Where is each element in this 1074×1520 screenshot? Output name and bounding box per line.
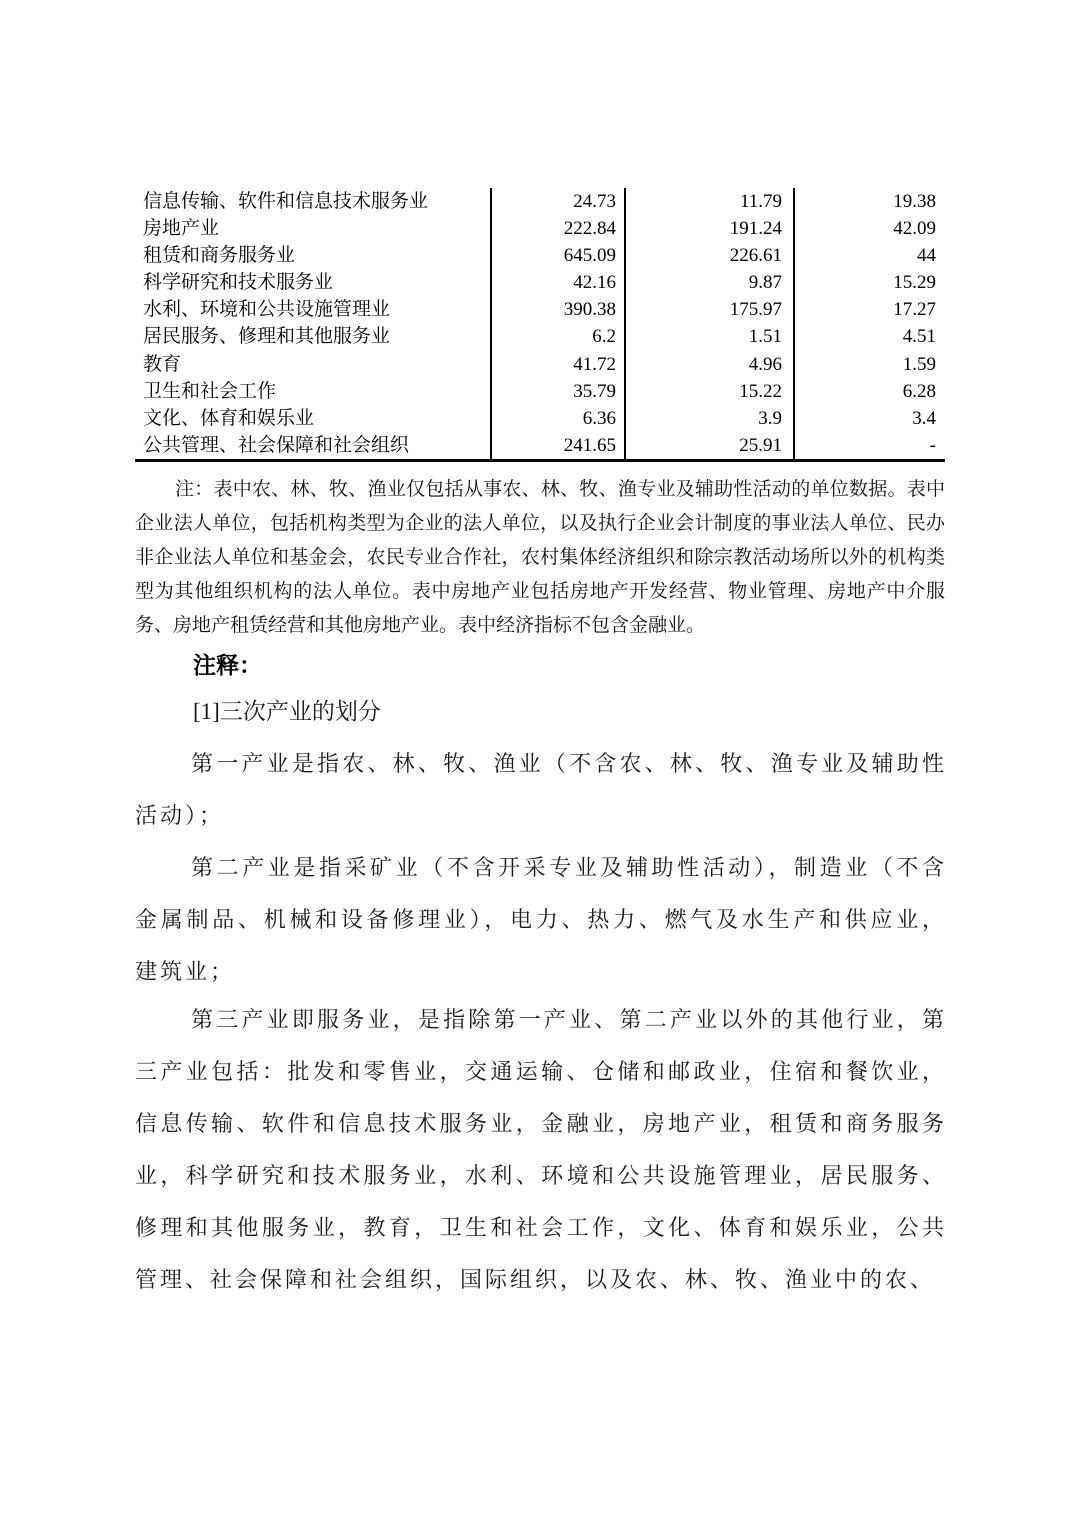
- value-col2: 25.91: [624, 432, 793, 459]
- value-col1: 241.65: [490, 432, 624, 459]
- value-col1: 6.36: [490, 405, 624, 432]
- value-col3: 1.59: [793, 351, 945, 378]
- row-label: 水利、环境和公共设施管理业: [143, 299, 391, 321]
- value-col3: -: [793, 432, 945, 459]
- value-col2: 226.61: [624, 242, 793, 269]
- value-col2: 15.22: [624, 378, 793, 405]
- value-col2: 11.79: [624, 188, 793, 215]
- row-label: 文化、体育和娱乐业: [143, 407, 315, 429]
- value-col3: 3.4: [793, 405, 945, 432]
- value-col3: 6.28: [793, 378, 945, 405]
- paragraph-tertiary-industry: 第三产业即服务业，是指除第一产业、第二产业以外的其他行业，第三产业包括：批发和零售业，交通运输、仓储和邮政业，住宿和餐饮业，信息传输、软件和信息技术服务业，金融业，房地产业，租赁和商务服务业，科学研究和技术服务业，水利、环境和公共设施管理业，居民服务、修理和其他服务业，教育，卫生和社会工作，文化、体育和娱乐业，公共管理、社会保障和社会组织，国际组织，以及农、林、牧、渔业中的农、: [135, 1007, 947, 1292]
- table-row: [135, 405, 945, 432]
- value-col1: 6.2: [490, 323, 624, 350]
- value-col3: 4.51: [793, 323, 945, 350]
- table-row: [135, 188, 945, 215]
- table-row: [135, 378, 945, 405]
- table-row: [135, 242, 945, 269]
- value-col1: 24.73: [490, 188, 624, 215]
- value-col1: 390.38: [490, 296, 624, 323]
- value-col2: 4.96: [624, 351, 793, 378]
- value-col3: 17.27: [793, 296, 945, 323]
- paragraph-secondary-industry: 第二产业是指采矿业（不含开采专业及辅助性活动），制造业（不含金属制品、机械和设备修理业），电力、热力、燃气及水生产和供应业，建筑业；: [135, 855, 947, 984]
- row-label: 信息传输、软件和信息技术服务业: [143, 191, 429, 212]
- value-col3: 44: [793, 242, 945, 269]
- row-label: 租赁和商务服务业: [143, 245, 296, 267]
- industry-statistics-table: [135, 188, 945, 462]
- paragraph-primary-industry: 第一产业是指农、林、牧、渔业（不含农、林、牧、渔专业及辅助性活动）；: [135, 751, 947, 828]
- table-row: [135, 269, 945, 296]
- table-footnote: 注：表中农、林、牧、渔业仅包括从事农、林、牧、渔专业及辅助性活动的单位数据。表中企业法人单位，包括机构类型为企业的法人单位，以及执行企业会计制度的事业法人单位、民办非企业法人单位和基金会，农民专业合作社，农村集体经济组织和除宗教活动场所以外的机构类型为其他组织机构的法人单位。表中房地产业包括房地产开发经营、物业管理、房地产中介服务、房地产租赁经营和其他房地产业。表中经济指标不包含金融业。: [135, 479, 945, 636]
- row-label: 公共管理、社会保障和社会组织: [143, 434, 410, 456]
- value-col1: 222.84: [490, 215, 624, 242]
- table-row: [135, 351, 945, 378]
- row-label: 卫生和社会工作: [143, 380, 277, 402]
- value-col3: 42.09: [793, 215, 945, 242]
- value-col3: 19.38: [793, 188, 945, 215]
- value-col2: 3.9: [624, 405, 793, 432]
- row-label: 居民服务、修理和其他服务业: [143, 326, 391, 348]
- value-col1: 35.79: [490, 378, 624, 405]
- value-col1: 645.09: [490, 242, 624, 269]
- row-label: 教育: [143, 353, 182, 375]
- table-row: [135, 296, 945, 323]
- value-col2: 191.24: [624, 215, 793, 242]
- value-col1: 41.72: [490, 351, 624, 378]
- annotation-heading: 注释：: [193, 652, 262, 678]
- table-row: [135, 432, 945, 459]
- value-col2: 1.51: [624, 323, 793, 350]
- table-row: [135, 323, 945, 350]
- row-label: 科学研究和技术服务业: [143, 272, 334, 294]
- table-row: [135, 215, 945, 242]
- value-col3: 15.29: [793, 269, 945, 296]
- value-col2: 9.87: [624, 269, 793, 296]
- annotation-item-title: [1]三次产业的划分: [193, 699, 381, 724]
- row-label: 房地产业: [143, 218, 220, 240]
- value-col1: 42.16: [490, 269, 624, 296]
- value-col2: 175.97: [624, 296, 793, 323]
